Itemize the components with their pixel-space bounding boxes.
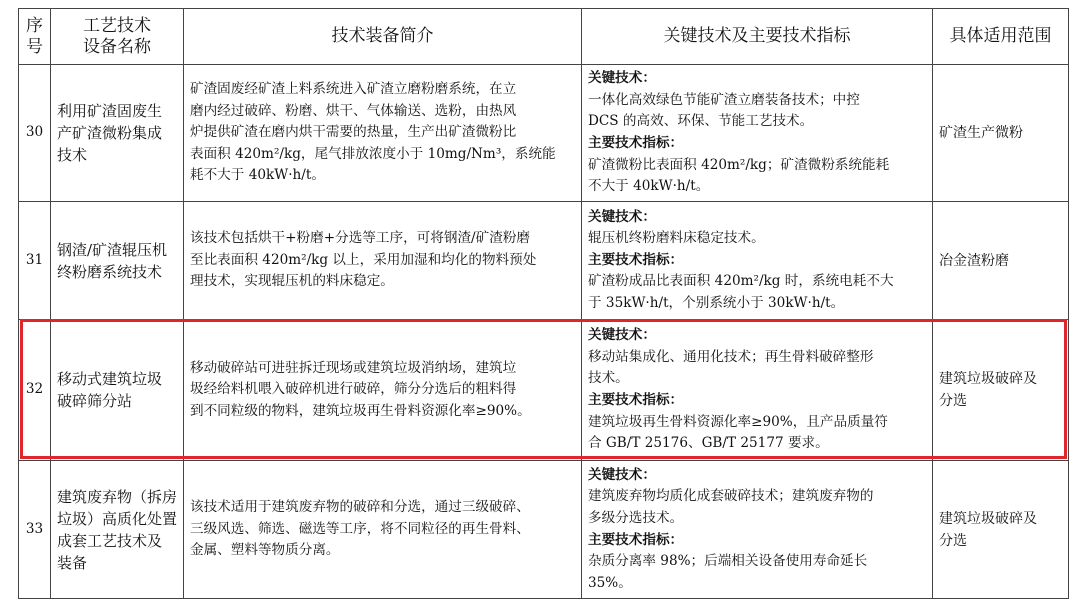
row-scope: 建筑垃圾破碎及 分选 <box>933 320 1069 461</box>
row-scope: 建筑垃圾破碎及 分选 <box>933 461 1069 599</box>
header-scope: 具体适用范围 <box>933 9 1069 65</box>
row-number: 32 <box>19 320 51 461</box>
row-scope: 冶金渣粉磨 <box>933 202 1069 320</box>
table-row <box>19 202 1069 320</box>
row-intro: 该技术适用于建筑废弃物的破碎和分选，通过三级破碎、 三级风选、筛选、磁选等工序，将不同粒径的再生骨料、 金属、塑料等物质分离。 <box>184 461 582 599</box>
row-key-tech: 关键技术： 移动站集成化、通用化技术；再生骨料破碎整形 技术。 主要技术指标： 建筑垃圾再生骨料资源化率≥90%，且产品质量符 合 GB/T 25176、GB/T 25177 要求。 <box>582 320 933 461</box>
row-name: 移动式建筑垃圾 破碎筛分站 <box>51 320 184 461</box>
table-row <box>19 461 1069 599</box>
header-name: 工艺技术 设备名称 <box>51 9 184 65</box>
row-number: 33 <box>19 461 51 599</box>
row-name: 利用矿渣固废生 产矿渣微粉集成 技术 <box>51 65 184 202</box>
header-key: 关键技术及主要技术指标 <box>582 9 933 65</box>
header-intro: 技术装备简介 <box>184 9 582 65</box>
row-key-tech: 关键技术： 一体化高效绿色节能矿渣立磨装备技术；中控 DCS 的高效、环保、节能工艺技术。 主要技术指标： 矿渣微粉比表面积 420m²/kg；矿渣微粉系统能耗 不大于 40kW·h/t。 <box>582 65 933 202</box>
row-name: 钢渣/矿渣辊压机 终粉磨系统技术 <box>51 202 184 320</box>
row-intro: 移动破碎站可进驻拆迁现场或建筑垃圾消纳场，建筑垃 圾经给料机喂入破碎机进行破碎，筛分分选后的粗料得 到不同粒级的物料，建筑垃圾再生骨料资源化率≥90%。 <box>184 320 582 461</box>
row-key-tech: 关键技术： 辊压机终粉磨料床稳定技术。 主要技术指标： 矿渣粉成品比表面积 420m²/kg 时，系统电耗不大 于 35kW·h/t，个别系统小于 30kW·h/t。 <box>582 202 933 320</box>
row-scope: 矿渣生产微粉 <box>933 65 1069 202</box>
row-name: 建筑废弃物（拆房 垃圾）高质化处置 成套工艺技术及 装备 <box>51 461 184 599</box>
header-no: 序 号 <box>19 9 51 65</box>
row-intro: 矿渣固废经矿渣上料系统进入矿渣立磨粉磨系统，在立 磨内经过破碎、粉磨、烘干、气体输送、选粉，由热风 炉提供矿渣在磨内烘干需要的热量，生产出矿渣微粉比 表面积 420m²/kg，尾气排放浓度小于 10mg/Nm³，系统能 耗不大于 40kW·h/t。 <box>184 65 582 202</box>
technology-table <box>18 8 1069 599</box>
row-key-tech: 关键技术： 建筑废弃物均质化成套破碎技术；建筑废弃物的 多级分选技术。 主要技术指标： 杂质分离率 98%；后端相关设备使用寿命延长 35%。 <box>582 461 933 599</box>
table-header-row <box>19 9 1069 65</box>
table-row <box>19 65 1069 202</box>
row-number: 30 <box>19 65 51 202</box>
row-number: 31 <box>19 202 51 320</box>
table-row-highlighted <box>19 320 1069 461</box>
row-intro: 该技术包括烘干+粉磨+分选等工序，可将钢渣/矿渣粉磨 至比表面积 420m²/kg 以上，采用加湿和均化的物料预处 理技术，实现辊压机的料床稳定。 <box>184 202 582 320</box>
